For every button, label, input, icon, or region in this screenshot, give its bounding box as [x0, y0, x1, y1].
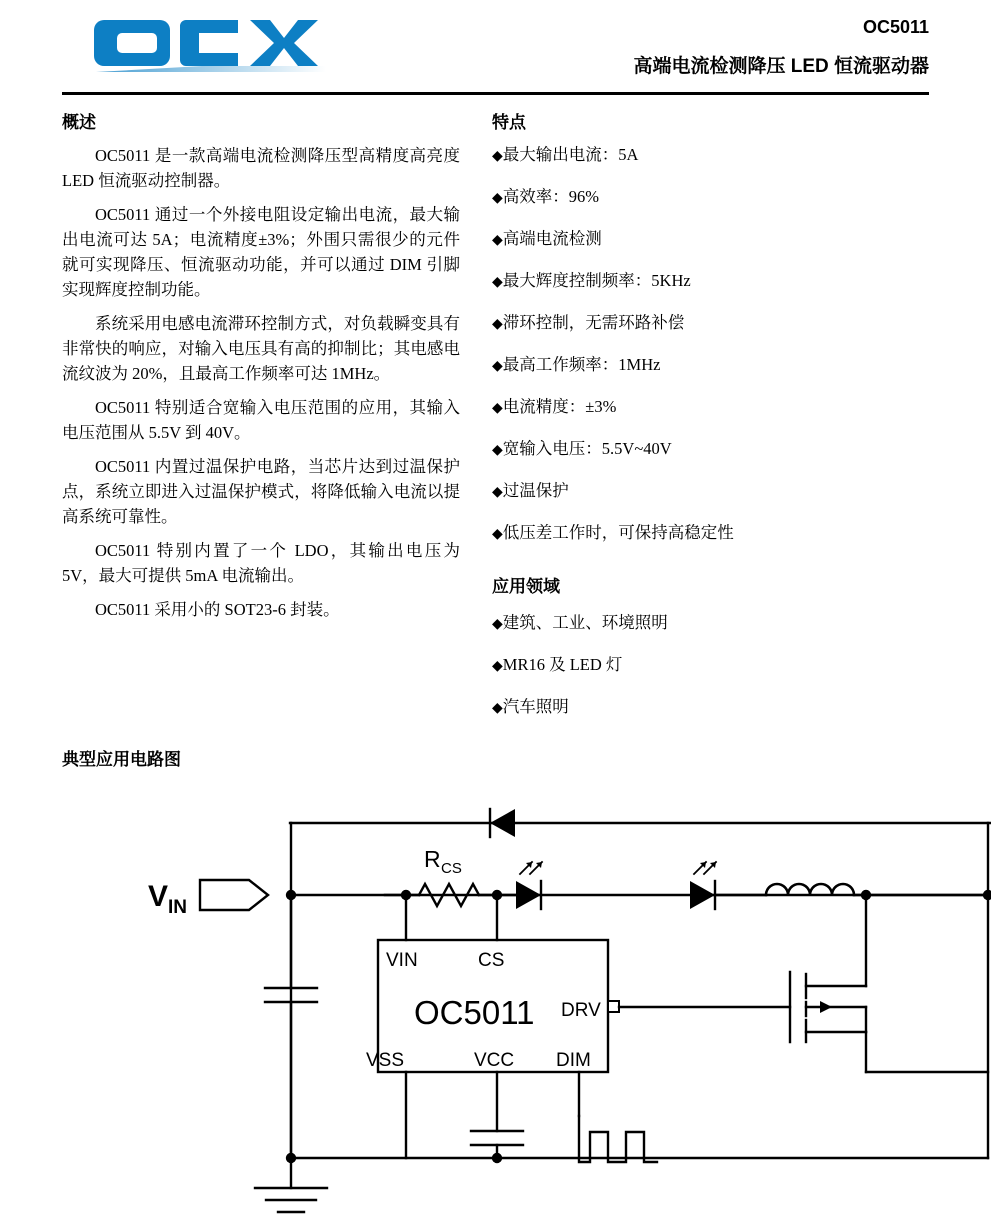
feature-label: 过温保护	[502, 481, 569, 500]
diamond-bullet-icon: ◆	[492, 317, 503, 332]
diamond-bullet-icon: ◆	[492, 617, 503, 632]
pin-label-vcc: VCC	[474, 1050, 515, 1071]
feature-label: 最大输出电流：5A	[502, 145, 639, 164]
feature-item	[492, 143, 892, 168]
page-header	[62, 0, 929, 92]
diamond-bullet-icon: ◆	[492, 485, 503, 500]
pin-label-vin: VIN	[386, 950, 418, 971]
application-item	[492, 695, 892, 720]
circuit-heading: 典型应用电路图	[62, 750, 181, 769]
feature-item	[492, 353, 892, 378]
overview-paragraph: OC5011 特别适合宽输入电压范围的应用，其输入电压范围从 5.5V 到 40V。	[62, 398, 460, 442]
feature-label: 高效率：96%	[502, 187, 600, 206]
feature-label: 宽输入电压：5.5V~40V	[502, 439, 672, 458]
diamond-bullet-icon: ◆	[492, 659, 503, 674]
diamond-bullet-icon: ◆	[492, 527, 503, 542]
pin-label-dim: DIM	[556, 1050, 591, 1071]
chip-name: OC5011	[414, 994, 535, 1031]
feature-item	[492, 395, 892, 420]
overview-paragraph: OC5011 特别内置了一个 LDO，其输出电压为 5V，最大可提供 5mA 电流输出。	[62, 541, 460, 585]
overview-paragraph: OC5011 采用小的 SOT23-6 封装。	[95, 600, 340, 619]
pin-label-drv: DRV	[561, 1000, 601, 1021]
diamond-bullet-icon: ◆	[492, 275, 503, 290]
diamond-bullet-icon: ◆	[492, 191, 503, 206]
feature-label: 滞环控制，无需环路补偿	[502, 313, 685, 332]
applications-heading: 应用领域	[492, 577, 560, 596]
feature-item	[492, 437, 892, 462]
feature-label: 最高工作频率：1MHz	[502, 355, 661, 374]
company-logo	[90, 16, 340, 78]
feature-label: 最大辉度控制频率：5KHz	[502, 271, 691, 290]
feature-item	[492, 269, 892, 294]
application-item	[492, 611, 892, 636]
overview-paragraph: OC5011 是一款高端电流检测降压型高精度高亮度 LED 恒流驱动控制器。	[62, 146, 460, 190]
vin-label: V	[148, 880, 169, 913]
document-title: 高端电流检测降压 LED 恒流驱动器	[633, 56, 929, 77]
feature-item	[492, 185, 892, 210]
overview-paragraph: 系统采用电感电流滞环控制方式，对负载瞬变具有非常快的响应，对输入电压具有高的抑制比；其电感电流纹波为 20%，且最高工作频率可达 1MHz。	[62, 314, 460, 383]
diamond-bullet-icon: ◆	[492, 149, 503, 164]
diamond-bullet-icon: ◆	[492, 701, 503, 716]
feature-label: 电流精度：±3%	[502, 397, 617, 416]
rcs-label: R	[424, 846, 441, 872]
feature-item	[492, 479, 892, 504]
diamond-bullet-icon: ◆	[492, 233, 503, 248]
header-right-block	[633, 16, 929, 80]
feature-item	[492, 227, 892, 252]
pin-label-cs: CS	[478, 950, 505, 971]
overview-column	[62, 104, 460, 737]
vin-subscript: IN	[168, 897, 187, 918]
application-label: 建筑、工业、环境照明	[502, 613, 668, 632]
diamond-bullet-icon: ◆	[492, 443, 503, 458]
feature-label: 高端电流检测	[502, 229, 602, 248]
application-item	[492, 653, 892, 678]
feature-label: 低压差工作时，可保持高稳定性	[502, 523, 734, 542]
content-columns	[62, 104, 929, 737]
features-column	[492, 104, 892, 737]
rcs-subscript: CS	[441, 860, 462, 877]
overview-heading: 概述	[62, 113, 96, 132]
diamond-bullet-icon: ◆	[492, 401, 503, 416]
diamond-bullet-icon: ◆	[492, 359, 503, 374]
typical-application-circuit	[0, 776, 991, 1216]
application-label: MR16 及 LED 灯	[502, 655, 623, 674]
feature-item	[492, 311, 892, 336]
overview-paragraph: OC5011 内置过温保护电路，当芯片达到过温保护点，系统立即进入过温保护模式，将降低输入电流以提高系统可靠性。	[62, 457, 460, 526]
feature-item	[492, 521, 892, 546]
features-heading: 特点	[492, 113, 526, 132]
overview-paragraph: OC5011 通过一个外接电阻设定输出电流，最大输出电流可达 5A；电流精度±3%；外围只需很少的元件就可实现降压、恒流驱动功能，并可以通过 DIM 引脚实现辉度控制功能。	[62, 205, 460, 299]
header-divider	[62, 92, 929, 95]
part-number: OC5011	[862, 17, 929, 37]
application-label: 汽车照明	[502, 697, 569, 716]
pin-label-vss: VSS	[366, 1050, 405, 1071]
